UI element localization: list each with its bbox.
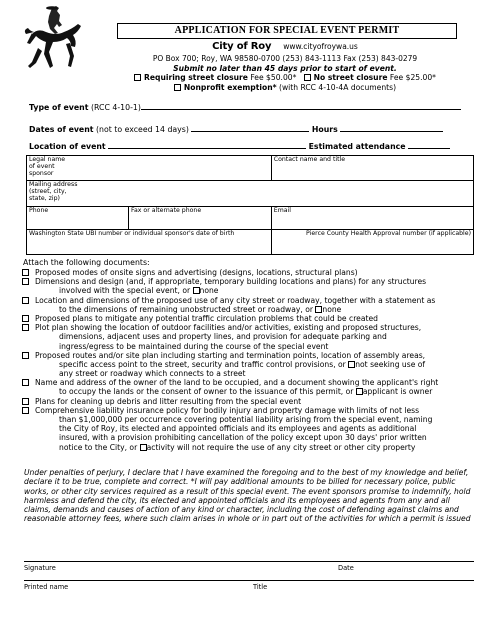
attach-checkbox[interactable] [22,278,29,285]
attach-item-text: involved with the special event, or [59,286,191,296]
form-title: APPLICATION FOR SPECIAL EVENT PERMIT [117,23,457,39]
attach-item-text: Plot plan showing the location of outdoor facilities and/or activities, existing and proposed structures, [35,323,422,333]
fee-options [100,73,470,82]
no-city-property-checkbox[interactable] [140,444,147,451]
nonprofit-note: (with RCC 4-10-4A documents) [279,83,397,92]
attach-checkbox[interactable] [22,398,29,405]
ubi-label: Washington State UBI number or individual sponsor's date of birth [29,230,235,237]
legal-name-cell[interactable] [27,156,272,181]
attach-item-text: notice to the City, or [59,442,138,452]
attach-item-street-use [22,296,474,314]
attach-list [22,268,474,452]
attach-checkbox[interactable] [22,269,29,276]
attach-item-text: Proposed routes and/or site plan including starting and termination points, location of assembly areas, [35,350,426,360]
attach-item-text: Comprehensive liability insurance policy for bodily injury and property damage with limits of not less [35,405,420,415]
nonprofit-label: Nonprofit exemption* [183,83,277,92]
attendance-label: Estimated attendance [308,142,406,151]
attach-item-routes [22,351,474,379]
attendance-input[interactable] [408,141,450,149]
phone-cell[interactable] [27,207,129,230]
attach-item-text: Dimensions and design (and, if appropriate, temporary building locations and plans) for any structures [35,277,427,287]
attach-item-text: the City of Roy, its elected and appointed officials and its employees and agents as additional [59,424,417,434]
city-name: City of Roy [212,41,272,52]
health-approval-cell[interactable] [271,230,473,255]
attach-item-plot-plan [22,323,474,351]
attach-item-text: Location and dimensions of the proposed use of any city street or roadway, together with a statement as [35,295,436,305]
attach-item-signs [22,268,474,277]
mailing-address-cell[interactable] [27,181,474,207]
dates-row [29,124,443,135]
no-closure-fee: Fee $25.00* [389,73,436,82]
attach-item-text: Plans for cleaning up debris and litter resulting from the special event [35,396,302,406]
dates-input[interactable] [191,124,309,132]
no-closure-label: No street closure [313,73,388,82]
address-line: PO Box 700; Roy, WA 98580-0700 (253) 843-1113 Fax (253) 843-0279 [152,54,418,63]
attach-item-text: to the dimensions of remaining unobstructed street or roadway, or [59,304,313,314]
title-label: Title [253,583,268,591]
attach-heading: Attach the following documents: [23,258,150,267]
attach-item-text: ingress/egress to be maintained during the course of the special event [59,341,329,351]
no-closure-checkbox[interactable] [304,74,311,81]
attach-item-traffic [22,314,474,323]
attach-checkbox[interactable] [22,324,29,331]
attach-item-text: Proposed plans to mitigate any potential traffic circulation problems that could be created [35,313,378,323]
attach-item-insurance [22,406,474,452]
printed-name-label: Printed name [24,583,69,591]
event-type-note: (RCC 4-10-1) [90,103,141,112]
submit-notice: Submit no later than 45 days prior to start of event. [173,64,397,73]
street-closure-checkbox[interactable] [134,74,141,81]
location-row [29,141,450,152]
dates-note: (not to exceed 14 days) [96,125,189,134]
no-city-property-label: activity will not require the use of any city street or other city property [146,442,416,452]
ubi-cell[interactable] [27,230,272,255]
bucking-horse-logo [22,4,84,82]
event-type-input[interactable] [141,102,461,110]
none-label: none [199,286,219,296]
applicant-owner-label: applicant is owner [362,387,433,397]
attach-item-text: dimensions, adjacent uses and property lines, and provision for adequate parking and [59,332,387,342]
location-input[interactable] [108,141,306,149]
contact-cell[interactable] [271,156,473,181]
printed-name-line[interactable] [24,580,474,581]
attach-checkbox[interactable] [22,352,29,359]
sponsor-info-table [26,155,474,255]
attach-item-text: than $1,000,000 per occurrence covering potential liability arising from the special event, naming [59,415,433,424]
street-closure-label: Requiring street closure [144,73,248,82]
none-checkbox[interactable] [193,287,200,294]
location-label: Location of event [29,142,106,151]
event-type-row [29,102,461,113]
fax-cell[interactable] [129,207,272,230]
hours-label: Hours [311,125,338,134]
attach-checkbox[interactable] [22,407,29,414]
nonprofit-option [100,83,470,92]
fax-label: Fax or alternate phone [131,207,202,214]
date-label: Date [338,564,354,572]
attach-item-text: specific access point to the street, security and traffic control provisions, or [59,359,346,369]
signature-label: Signature [24,564,56,572]
attach-item-structures [22,277,474,295]
attach-checkbox[interactable] [22,379,29,386]
health-approval-label: Pierce County Health Approval number (if applicable) [306,230,471,237]
event-type-label: Type of event [29,103,89,112]
attach-item-text: to occupy the lands or the consent of owner to the issuance of this permit, or [59,387,354,397]
no-street-label: not seeking use of [355,359,426,369]
legal-name-label: Legal name of event sponsor [29,156,66,178]
attach-item-text: insured, with a provision prohibiting cancellation of the policy except upon 30 days' prior written [59,433,427,443]
attach-checkbox[interactable] [22,315,29,322]
phone-label: Phone [29,207,49,214]
mailing-address-label: Mailing address (street, city, state, zip) [29,181,78,203]
hours-input[interactable] [340,124,443,132]
email-cell[interactable] [271,207,473,230]
attach-item-text: Name and address of the owner of the land to be occupied, and a document showing the applicant's right [35,378,439,388]
attach-checkbox[interactable] [22,297,29,304]
street-closure-fee: Fee $50.00* [250,73,297,82]
attach-item-cleanup [22,397,474,406]
email-label: Email [273,207,291,214]
attach-item-owner [22,378,474,396]
city-line [100,41,470,53]
perjury-statement: Under penalties of perjury, I declare that I have examined the foregoing and to the best of my knowledge and belief, declare it to be true, complete and correct. *I will pay additional amounts to be billed for necessary police, public works, or other city services required as a result of this special event. The event sponsors promise to indemnify, hold harmless and defend the city, its elected and appointed officials and its employees and agents from any and all claims, demands and causes of action of any kind or character, including the cost of defending against claims and reasonable attorney fees, where such claim arises in whole or in part out of the activities for which a permit is issued [24,468,471,524]
contact-label: Contact name and title [273,156,346,163]
signature-line[interactable] [24,561,474,562]
applicant-owner-checkbox[interactable] [356,388,363,395]
none-label: none [322,304,342,314]
dates-label: Dates of event [29,125,94,134]
website-link[interactable]: www.cityofroywa.us [283,42,358,51]
attach-item-text: any street or roadway which connects to a street [59,369,246,379]
attach-item-text: Proposed modes of onsite signs and advertising (designs, locations, structural plans) [35,268,358,277]
nonprofit-checkbox[interactable] [174,84,181,91]
